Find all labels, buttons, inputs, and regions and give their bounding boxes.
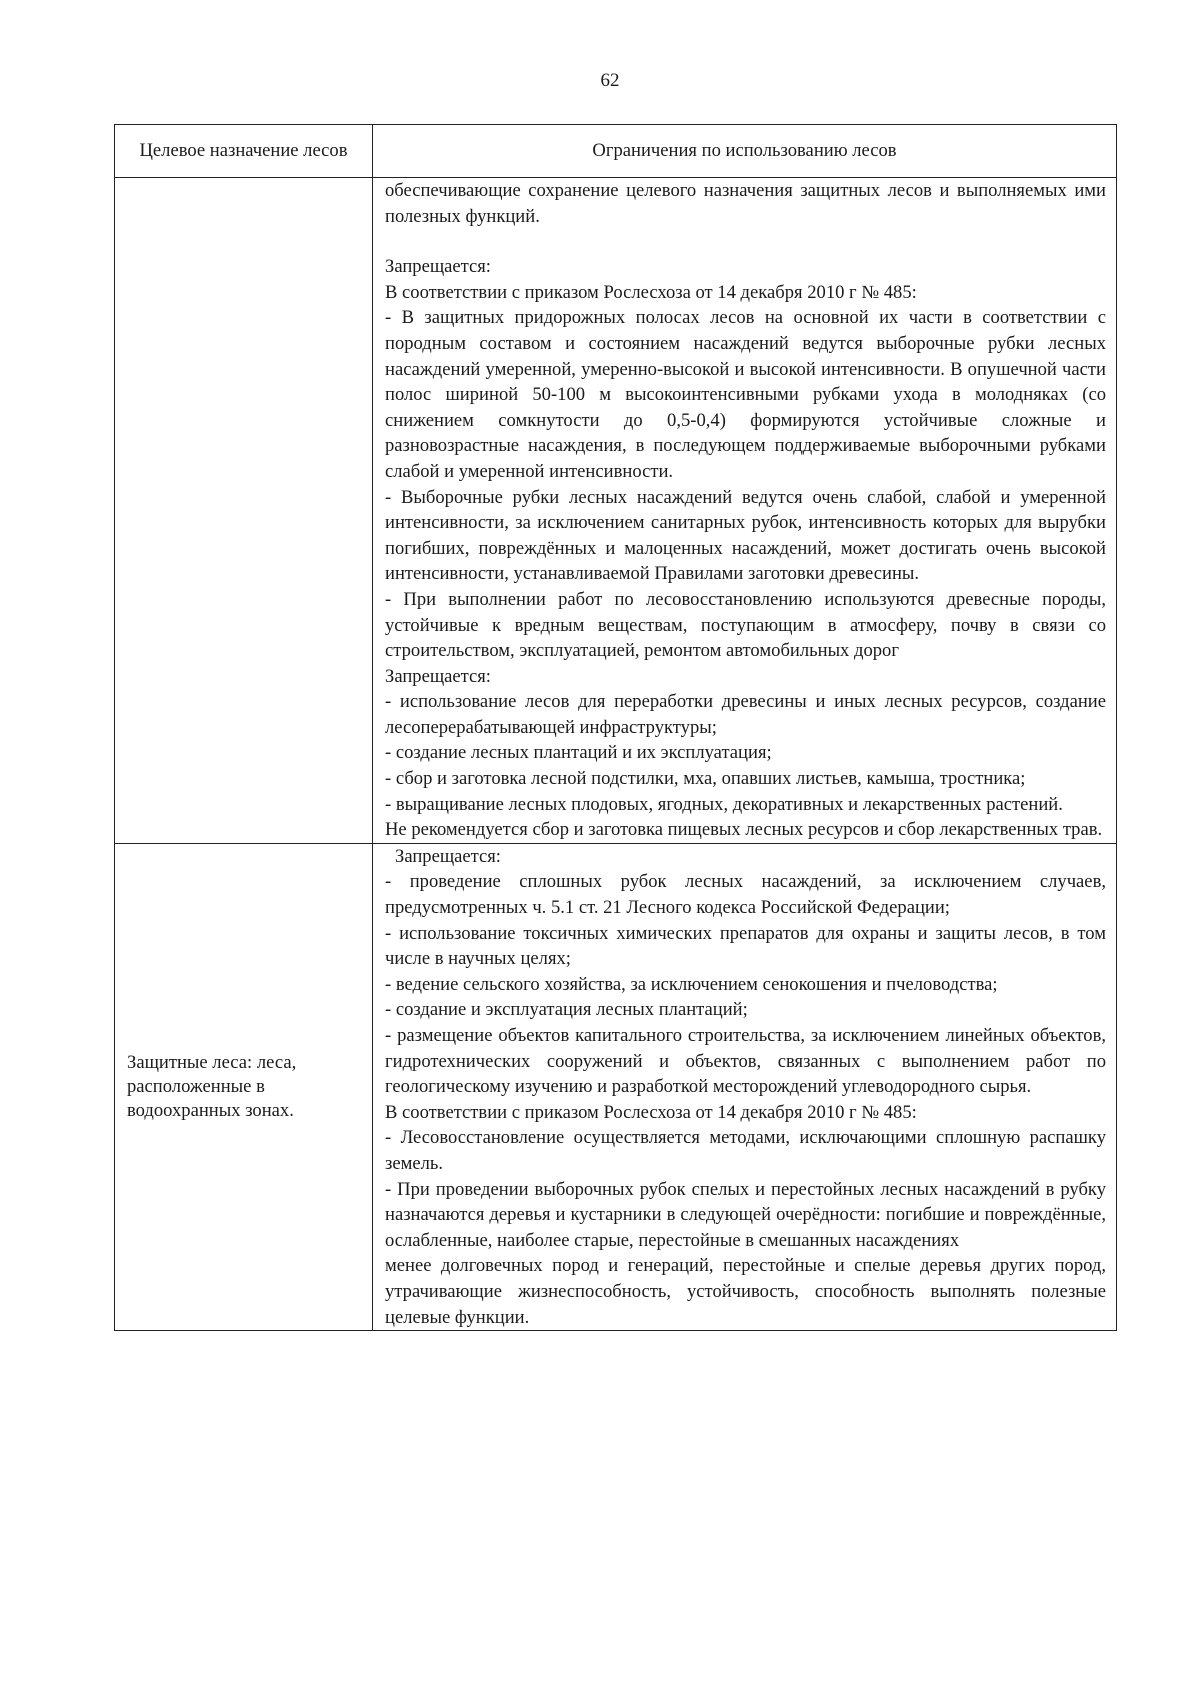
restriction-paragraph: - создание и эксплуатация лесных плантаций; (385, 999, 748, 1021)
page-number: 62 (600, 70, 620, 91)
header-usage-restrictions: Ограничения по использованию лесов (373, 125, 1117, 178)
restriction-paragraph: - сбор и заготовка лесной подстилки, мха, опавших листьев, камыша, тростника; (385, 768, 1026, 790)
table-row (115, 178, 1117, 844)
restriction-paragraph: - использование лесов для переработки древесины и иных лесных ресурсов, создание лесоперерабатывающей инфраструктуры; (385, 691, 1106, 738)
restriction-paragraph: обеспечивающие сохранение целевого назначения защитных лесов и выполняемых ими полезных функций. (385, 180, 1106, 227)
forest-purpose-cell (115, 178, 373, 844)
restriction-paragraph: Не рекомендуется сбор и заготовка пищевых лесных ресурсов и сбор лекарственных трав. (385, 819, 1103, 841)
restriction-paragraph: - выращивание лесных плодовых, ягодных, декоративных и лекарственных растений. (385, 793, 1063, 815)
restriction-paragraph: - размещение объектов капитального строительства, за исключением линейных объектов, гидротехнических сооружений и объектов, связанных с выполнением работ по геологическому изучению и разработкой месторождений углеводородного сырья. (385, 1025, 1106, 1098)
restriction-paragraph: менее долговечных пород и генераций, перестойные и спелые деревья других пород, утрачивающие жизнеспособность, устойчивость, способность выполнять полезные целевые функции. (385, 1255, 1106, 1328)
restriction-paragraph: - В защитных придорожных полосах лесов на основной их части в соответствии с породным составом и состоянием насаждений ведутся выборочные рубки лесных насаждений умеренной, умеренно-высокой и высокой интенсивности. В опушечной части полос шириной 50-100 м высокоинтенсивными рубками ухода в молодняках (со снижением сомкнутости до 0,5-0,4) формируются устойчивые сложные и разновозрастные насаждения, в последующем поддерживаемые выборочными рубками слабой и умеренной интенсивности. (385, 307, 1106, 482)
restriction-paragraph: - использование токсичных химических препаратов для охраны и защиты лесов, в том числе в научных целях; (385, 922, 1106, 970)
restrictions-cell (373, 178, 1117, 844)
restriction-paragraph: - проведение сплошных рубок лесных насаждений, за исключением случаев, предусмотренных ч. 5.1 ст. 21 Лесного кодекса Российской Федерации; (385, 871, 1106, 919)
table-header-row (115, 125, 1117, 178)
restriction-paragraph: В соответствии с приказом Рослесхоза от 14 декабря 2010 г № 485: (385, 281, 917, 303)
restriction-paragraph: Запрещается: (385, 256, 491, 278)
header-forest-purpose: Целевое назначение лесов (115, 125, 373, 178)
restriction-paragraph: - ведение сельского хозяйства, за исключением сенокошения и пчеловодства; (385, 973, 998, 995)
restriction-paragraph: Запрещается: (385, 665, 491, 687)
restriction-paragraph: - При выполнении работ по лесовосстановлению используются древесные породы, устойчивые к вредным веществам, поступающим в атмосферу, почву в связи со строительством, эксплуатацией, ремонтом автомобильных дорог (385, 588, 1106, 662)
forest-restrictions-table (114, 124, 1117, 1331)
restriction-paragraph: - Выборочные рубки лесных насаждений ведутся очень слабой, слабой и умеренной интенсивности, за исключением санитарных рубок, интенсивность которых для вырубки погибших, повреждённых и малоценных насаждений, может достигать очень высокой интенсивности, устанавливаемой Правилами заготовки древесины. (385, 486, 1106, 585)
restriction-paragraph: Запрещается: (395, 845, 501, 867)
table-row (115, 843, 1117, 1330)
paragraph-spacer (385, 229, 1106, 254)
forest-purpose-cell: Защитные леса: леса, расположенные в водоохранных зонах. (115, 843, 373, 1330)
restriction-paragraph: - При проведении выборочных рубок спелых и перестойных лесных насаждений в рубку назначаются деревья и кустарники в следующей очерёдности: погибшие и повреждённые, ослабленные, наиболее старые, перестойные в смешанных насаждениях (385, 1178, 1106, 1251)
restriction-paragraph: В соответствии с приказом Рослесхоза от 14 декабря 2010 г № 485: (385, 1101, 917, 1123)
restriction-paragraph: - создание лесных плантаций и их эксплуатация; (385, 742, 772, 764)
restriction-paragraph: - Лесовосстановление осуществляется методами, исключающими сплошную распашку земель. (385, 1127, 1106, 1174)
restrictions-cell (373, 843, 1117, 1330)
